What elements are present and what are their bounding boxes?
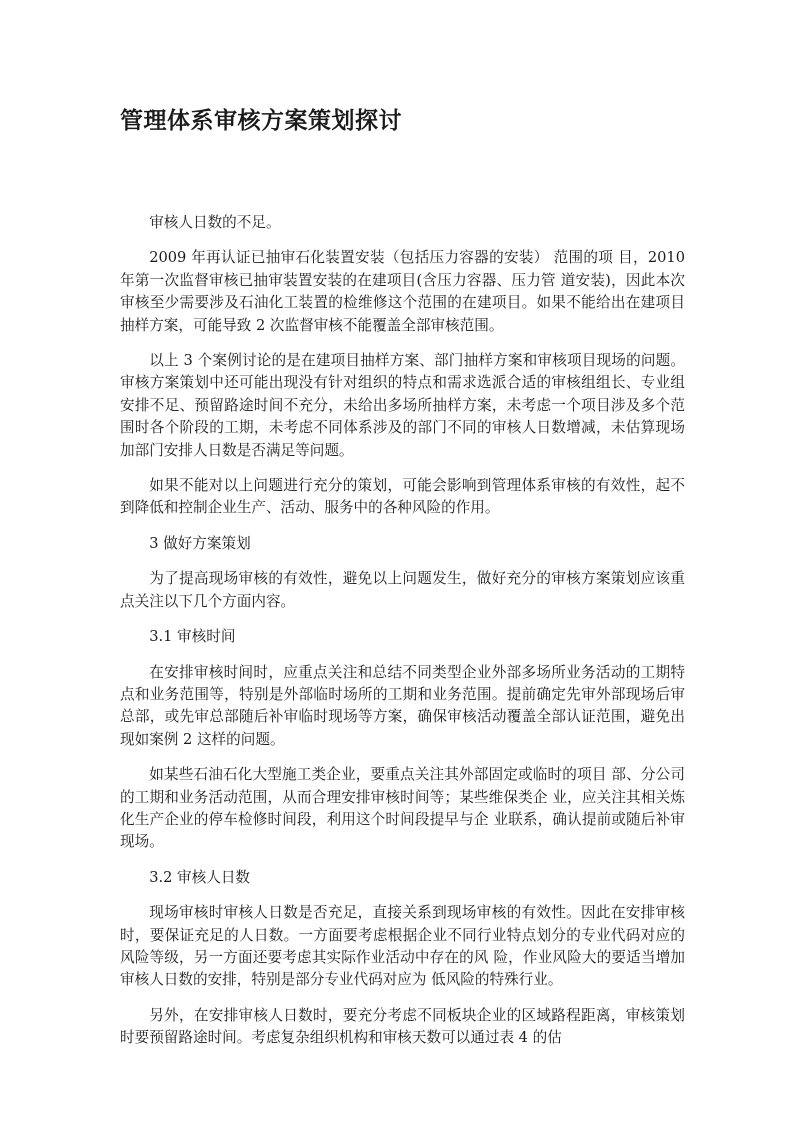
paragraph: 审核人日数的不足。 <box>149 214 281 231</box>
paragraph: 以上 3 个案例讨论的是在建项目抽样方案、部门抽样方案和审核项目现场的问题。审核方案策划中还可能出现没有针对组织的特点和需求选派合适的审核组组长、专业组安排不足、预留路途时间不充分，未给出多场所抽样方案，未考虑一个项目涉及多个范围时各个阶段的工期，未考虑不同体系涉及的部门不同的审核人日数增减，未估算现场加部门安排人日数是否满足等问题。 <box>120 352 685 459</box>
document-body <box>120 212 685 1063</box>
paragraph: 2009 年再认证已抽审石化装置安装（包括压力容器的安装） 范围的项 目，2010 年第一次监督审核已抽审装置安装的在建项目(含压力容器、压力管 道安装)，因此本次审核至少需要涉及石油化工装置的检维修这个范围的在建项目。如果不能给出在建项目抽样方案，可能导致 2 次监督审核不能覆盖全部审核范围。 <box>120 249 685 334</box>
paragraph: 如某些石油石化大型施工类企业，要重点关注其外部固定或临时的项目 部、分公司的工期和业务活动范围，从而合理安排审核时间等；某些维保类企 业，应关注其相关炼化生产企业的停车检修时间段，利用这个时间段提早与企 业联系，确认提前或随后补审现场。 <box>120 766 685 851</box>
document-title: 管理体系审核方案策划探讨 <box>120 107 402 134</box>
paragraph: 另外，在安排审核人日数时，要充分考虑不同板块企业的区域路程距离，审核策划时要预留路途时间。考虑复杂组织机构和审核天数可以通过表 4 的估 <box>120 1006 685 1047</box>
paragraph: 现场审核时审核人日数是否充足，直接关系到现场审核的有效性。因此在安排审核时，要保证充足的人日数。一方面要考虑根据企业不同行业特点划分的专业代码对应的风险等级，另一方面还要考虑其实际作业活动中存在的风 险，作业风险大的要适当增加审核人日数的安排，特别是部分专业代码对应为 低风险的特殊行业。 <box>120 904 685 989</box>
section-heading: 3.2 审核人日数 <box>149 868 251 886</box>
paragraph: 如果不能对以上问题进行充分的策划，可能会影响到管理体系审核的有效性，起不到降低和控制企业生产、活动、服务中的各种风险的作用。 <box>120 477 685 517</box>
section-heading: 3.1 审核时间 <box>149 628 236 646</box>
paragraph: 为了提高现场审核的有效性，避免以上问题发生，做好充分的审核方案策划应该重点关注以下几个方面内容。 <box>120 570 685 610</box>
section-heading: 3 做好方案策划 <box>149 534 251 552</box>
paragraph: 在安排审核时间时，应重点关注和总结不同类型企业外部多场所业务活动的工期特点和业务范围等，特别是外部临时场所的工期和业务范围。提前确定先审外部现场后审总部，或先审总部随后补审临时现场等方案，确保审核活动覆盖全部认证范围，避免出现如案例 2 这样的问题。 <box>120 663 685 748</box>
